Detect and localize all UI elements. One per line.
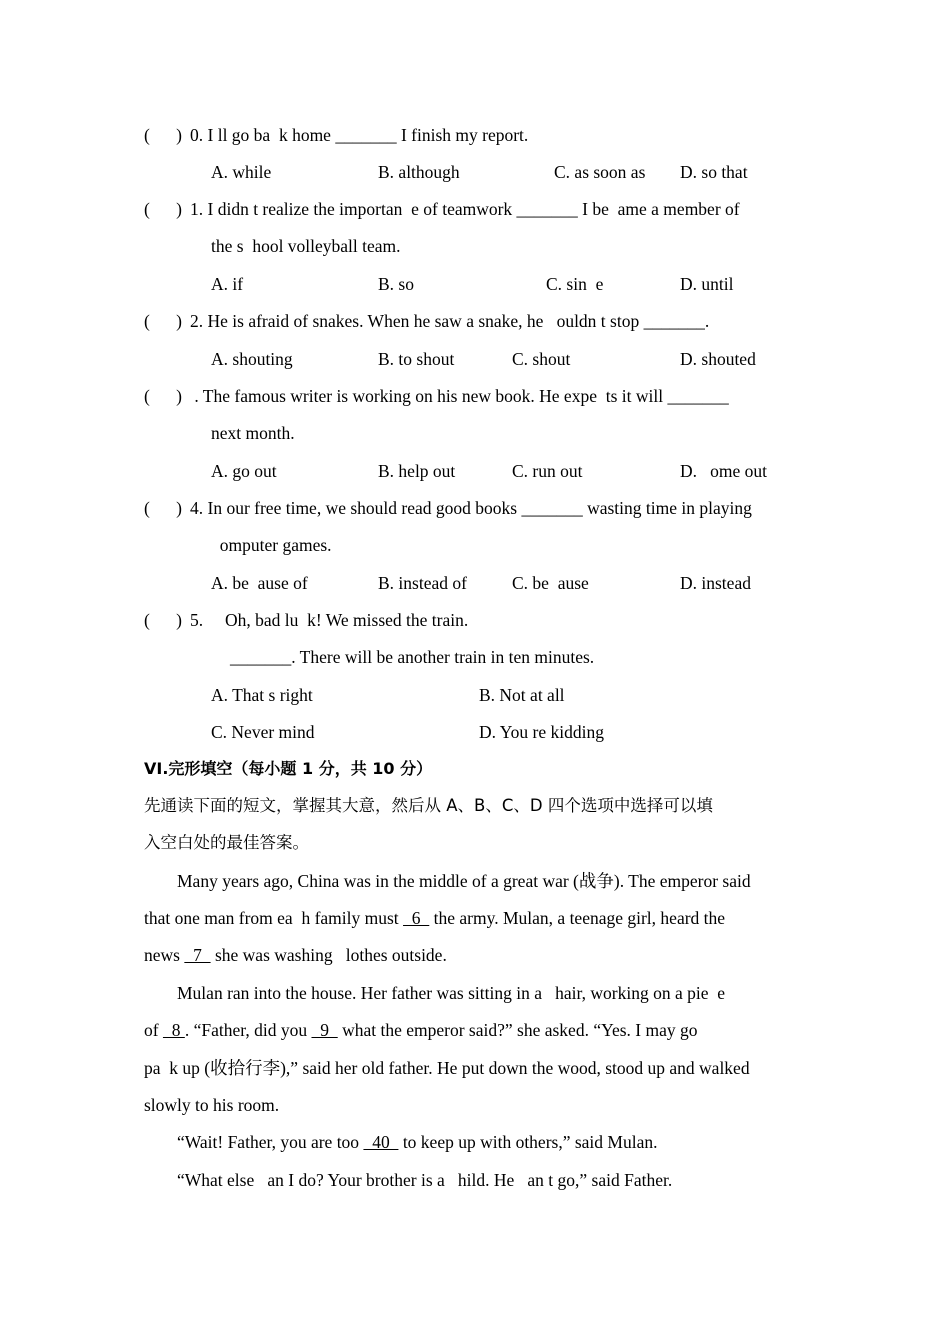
option-d: D. ome out xyxy=(680,461,768,481)
option-d: D. so that xyxy=(680,162,748,182)
section-instructions: 先通读下面的短文，掌握其大意，然后从 A、B、C、D 四个选项中选择可以填 xyxy=(144,796,713,815)
blank-6: 6 xyxy=(403,908,430,928)
question-stem-continued: _______. There will be another train in ten minutes. xyxy=(230,647,595,667)
option-c: C. Never mind xyxy=(211,722,315,742)
question-stem: . The famous writer is working on his new book. He expe ts it will _______ xyxy=(190,386,729,406)
answer-bracket: ( ) xyxy=(144,125,182,145)
option-b: B. so xyxy=(378,274,414,294)
passage-line: pa k up (收拾行李),” said her old father. He put down the wood, stood up and walked xyxy=(144,1058,750,1078)
option-d: D. You re kidding xyxy=(479,722,604,742)
passage-line: “Wait! Father, you are too 40 to keep up with others,” said Mulan. xyxy=(177,1132,658,1152)
option-d: D. instead xyxy=(680,573,751,593)
blank-40: 40 xyxy=(363,1132,399,1152)
option-a: A. while xyxy=(211,162,272,182)
blank-9: 9 xyxy=(311,1020,338,1040)
answer-bracket: ( ) xyxy=(144,311,182,331)
answer-bracket: ( ) xyxy=(144,610,182,630)
passage-line: slowly to his room. xyxy=(144,1095,280,1115)
option-a: A. That s right xyxy=(211,685,313,705)
question-stem: 5. Oh, bad lu k! We missed the train. xyxy=(190,610,469,630)
option-b: B. to shout xyxy=(378,349,455,369)
passage-line: that one man from ea h family must 6 the army. Mulan, a teenage girl, heard the xyxy=(144,908,726,928)
option-c: C. be ause xyxy=(512,573,589,593)
answer-bracket: ( ) xyxy=(144,498,182,518)
option-d: D. shouted xyxy=(680,349,756,369)
blank-7: 7 xyxy=(184,945,211,965)
section-instructions-continued: 入空白处的最佳答案。 xyxy=(144,833,309,852)
option-c: C. run out xyxy=(512,461,583,481)
option-c: C. as soon as xyxy=(554,162,646,182)
answer-bracket: ( ) xyxy=(144,386,182,406)
question-stem: 1. I didn t realize the importan e of teamwork _______ I be ame a member of xyxy=(190,199,740,219)
answer-bracket: ( ) xyxy=(144,199,182,219)
question-stem: 0. I ll go ba k home _______ I finish my report. xyxy=(190,125,529,145)
question-stem-continued: the s hool volleyball team. xyxy=(211,236,401,256)
blank-8: 8 xyxy=(162,1020,185,1040)
question-stem-continued: omputer games. xyxy=(211,535,332,555)
option-a: A. go out xyxy=(211,461,277,481)
option-c: C. shout xyxy=(512,349,571,369)
option-d: D. until xyxy=(680,274,734,294)
passage-line: Many years ago, China was in the middle of a great war (战争). The emperor said xyxy=(177,871,751,891)
option-a: A. if xyxy=(211,274,244,294)
question-stem: 2. He is afraid of snakes. When he saw a snake, he ouldn t stop _______. xyxy=(190,311,710,331)
option-a: A. be ause of xyxy=(211,573,308,593)
section-heading: VI.完形填空（每小题 1 分，共 10 分） xyxy=(144,759,433,778)
option-b: B. although xyxy=(378,162,460,182)
question-stem-continued: next month. xyxy=(211,423,295,443)
passage-line: Mulan ran into the house. Her father was sitting in a hair, working on a pie e xyxy=(177,983,725,1003)
option-b: B. Not at all xyxy=(479,685,565,705)
passage-line: news 7 she was washing lothes outside. xyxy=(144,945,447,965)
option-c: C. sin e xyxy=(546,274,604,294)
question-stem: 4. In our free time, we should read good books _______ wasting time in playing xyxy=(190,498,752,518)
option-b: B. instead of xyxy=(378,573,467,593)
passage-line: “What else an I do? Your brother is a hild. He an t go,” said Father. xyxy=(177,1170,673,1190)
passage-line: of 8 . “Father, did you 9 what the emperor said?” she asked. “Yes. I may go xyxy=(144,1020,698,1040)
option-b: B. help out xyxy=(378,461,456,481)
option-a: A. shouting xyxy=(211,349,293,369)
